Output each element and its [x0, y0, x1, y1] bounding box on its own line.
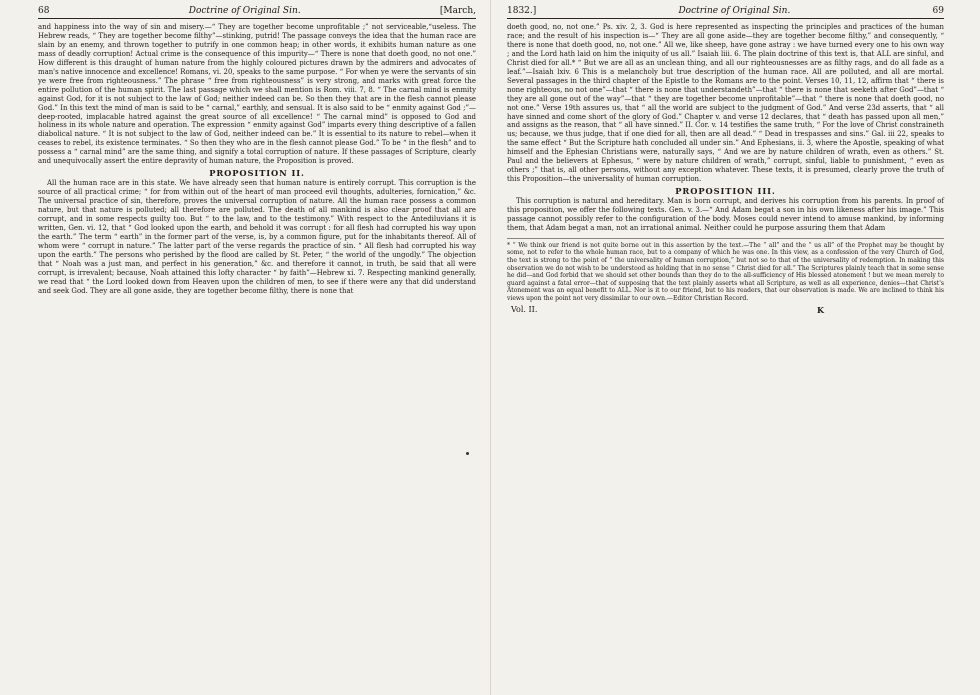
right-page: [490, 0, 980, 695]
paragraph: This corruption is natural and hereditary. Man is born corrupt, and derives his corruption from his parents. In proof of this proposition, we offer the following texts. Gen. v. 3.—“ And Adam begat a son in his own likeness after his image.” This passage cannot possibly refer to the configuration of the body. Moses could never intend to amuse mankind, by informing them, that Adam begat a man, not an irrational animal. Neither could he purpose assuring them that Adam: [507, 197, 944, 232]
page-footer: [507, 305, 944, 315]
gutter-mark-icon: [466, 452, 469, 455]
signature-mark: K: [817, 305, 824, 316]
footnote-text: * “ We think our friend is not quite borne out in this assertion by the text.—The “ all” and the “ us all” of the Prophet may be thought by some, not to refer to the whole human race, but to a company of which he was one. In this view, as a confession of the very Church of God, the text is strong to the point of “ the universality of human corruption,” but not so to that of the universality of redemption. In making this observation we do not wish to be understood as holding that in no sense “ Christ died for all.” The Scriptures plainly teach that in some sense he did—and God forbid that we should set other bounds than they do to the all-sufficiency of His blessed atonement ! but we mean merely to guard against a fatal error—that of supposing that the text plainly asserts what all Scripture, as well as all experience, denies—that Christ's Atonement was an equal benefit to ALL. Nor is it to our friend, but to his readers, that our observation is made. We are inclined to think his views upon the point not very dissimilar to our own.—Editor Christian Record.: [507, 241, 944, 302]
footnote: [507, 238, 944, 302]
section-heading: PROPOSITION III.: [675, 186, 776, 197]
page-number: 68: [38, 6, 50, 16]
running-date: 1832.]: [507, 6, 537, 16]
paragraph: All the human race are in this state. We have already seen that human nature is entirely corrupt. This corruption is the source of all practical crime; “ for from within out of the heart of man proceed evil thoughts, adulteries, fornication,” &c. The universal practice of sin, therefore, proves the universal corruption of nature. All the human race possess a common nature, but that nature is polluted; all therefore are polluted. The death of all mankind is also clear proof that all are corrupt, and in some respects guilty too. But “ to the law, and to the testimony.” With respect to the Antediluvians it is written, Gen. vi. 12, that “ God looked upon the earth, and behold it was corrupt : for all flesh had corrupted his way upon the earth.” The term “ earth” in the former part of the verse, is, by a common figure, put for the inhabitants thereof. All of whom were “ corrupt in nature.” The latter part of the verse regards the practice of sin. “ All flesh had corrupted his way upon the earth.” The persons who perished by the flood are called by St. Peter, “ the world of the ungodly.” The objection that “ Noah was a just man, and perfect in his generation,” &c. and therefore it cannot, in truth, be said that all were corrupt, is irrevalent; because, Noah attained this lofty character “ by faith”—Hebrew xi. 7. Respecting mankind generally, we read that “ the Lord looked down from Heaven upon the children of men, to see if there were any that did understand and seek God. They are all gone aside, they are together become filthy, there is none that: [38, 179, 476, 295]
running-head: [38, 6, 476, 19]
body-text: [507, 23, 944, 233]
running-title: Doctrine of Original Sin.: [188, 6, 301, 16]
paragraph: doeth good, no, not one.” Ps. xiv. 2, 3. God is here represented as inspecting the principles and practices of the human race; and the result of his inspection is—“ They are all gone aside—they are together become filthy,” and consequently, “ there is none that doeth good, no, not one.” All we, like sheep, have gone astray : we have turned every one to his own way ; and the Lord hath laid on him the iniquity of us all.” Isaiah liii. 6. The plain doctrine of this text is, that ALL are sinful, and Christ died for all.* “ But we are all as an unclean thing, and all our righteousnesses are as filthy rags, and do all fade as a leaf.”—Isaiah lxiv. 6 This is a melancholy but true description of the human race. All are polluted, and all are mortal. Several passages in the third chapter of the Epistle to the Romans are to the point. Verses 10, 11, 12, affirm that “ there is none righteous, no not one”—that “ there is none that understandeth”—that “ there is none that seeketh after God”—that “ they are all gone out of the way”—that “ they are together become unprofitable”—that “ there is none that doeth good, no not one.” Verse 19th assures us, that “ all the world are subject to the judgment of God.” And verse 23d asserts, that “ all have sinned and come short of the glory of God.” Chapter v. and verse 12 declares, that “ death has passed upon all men,” and assigns as the reason, that “ all have sinned.” II. Cor. v. 14 testifies the same truth, “ For the love of Christ constraineth us; because, we thus judge, that if one died for all, then are all dead.” “ Dead in trespasses and sins.” Gal. iii 22, speaks to the same effect “ But the Scripture hath concluded all under sin.” And Ephesians, ii. 3, where the Apostle, speaking of what himself and the Ephesian Christians were, naturally says, “ And we are by nature children of wrath, even as others.” St. Paul and the believers at Ephesus, “ were by nature children of wrath,” corrupt, sinful, liable to punishment, “ even as others ;” that is, all other persons, without any exception whatever. These texts, it is presumed, clearly prove the truth of this Proposition—the universality of human corruption.: [507, 23, 944, 184]
paragraph: and happiness into the way of sin and misery.—“ They are together become unprofitable ;” not serviceable,“useless. The Hebrew reads, “ They are together become filthy”—stinking, putrid! The passage conveys the idea that the human race are slain by an enemy, and thrown together to putrify in one common heap; in other words, it exhibits human nature as one mass of deadly corruption! Actual crime is the consequence of this impurity—“ There is none that doeth good, no not one.” How different is this draught of human nature from the highly coloured pictures drawn by the admirers and advocates of man's native innocence and excellence! Romans, vi. 20, speaks to the same purpose. “ For when ye were the servants of sin ye were free from righteousness.” The phrase “ free from righteousness” is very strong, and marks with great force the entire pollution of the human spirit. The last passage which we shall mention is Rom. viii. 7, 8. “ The carnal mind is enmity against God, for it is not subject to the law of God; neither indeed can be. So then they that are in the flesh cannot please God.” In this text the mind of man is said to be “ carnal,” earthly, and sensual. It is also said to be “ enmity against God ;”—deep-rooted, implacable hatred against the great source of all excellence! “ The carnal mind” is opposed to God and holiness in its whole nature and operation. The expression “ enmity against God” imparts every thing descriptive of a fallen diabolical nature. “ It is not subject to the law of God, neither indeed can be.” It is essential to its nature to rebel—when it ceases to rebel, its existence terminates. “ So then they who are in the flesh cannot please God.” To be “ in the flesh” and to possess a “ carnal mind” are the same thing, and signify a total corruption of nature. If these passages of Scripture, clearly and unequivocally assert the entire depravity of human nature, the Proposition is proved.: [38, 23, 476, 166]
body-text: [38, 23, 476, 296]
page-number: 69: [932, 6, 944, 16]
volume-label: Vol. II.: [511, 305, 538, 315]
running-title: Doctrine of Original Sin.: [678, 6, 791, 16]
running-date: [March,: [439, 6, 476, 16]
section-heading: PROPOSITION II.: [209, 168, 305, 179]
running-head: [507, 6, 944, 19]
